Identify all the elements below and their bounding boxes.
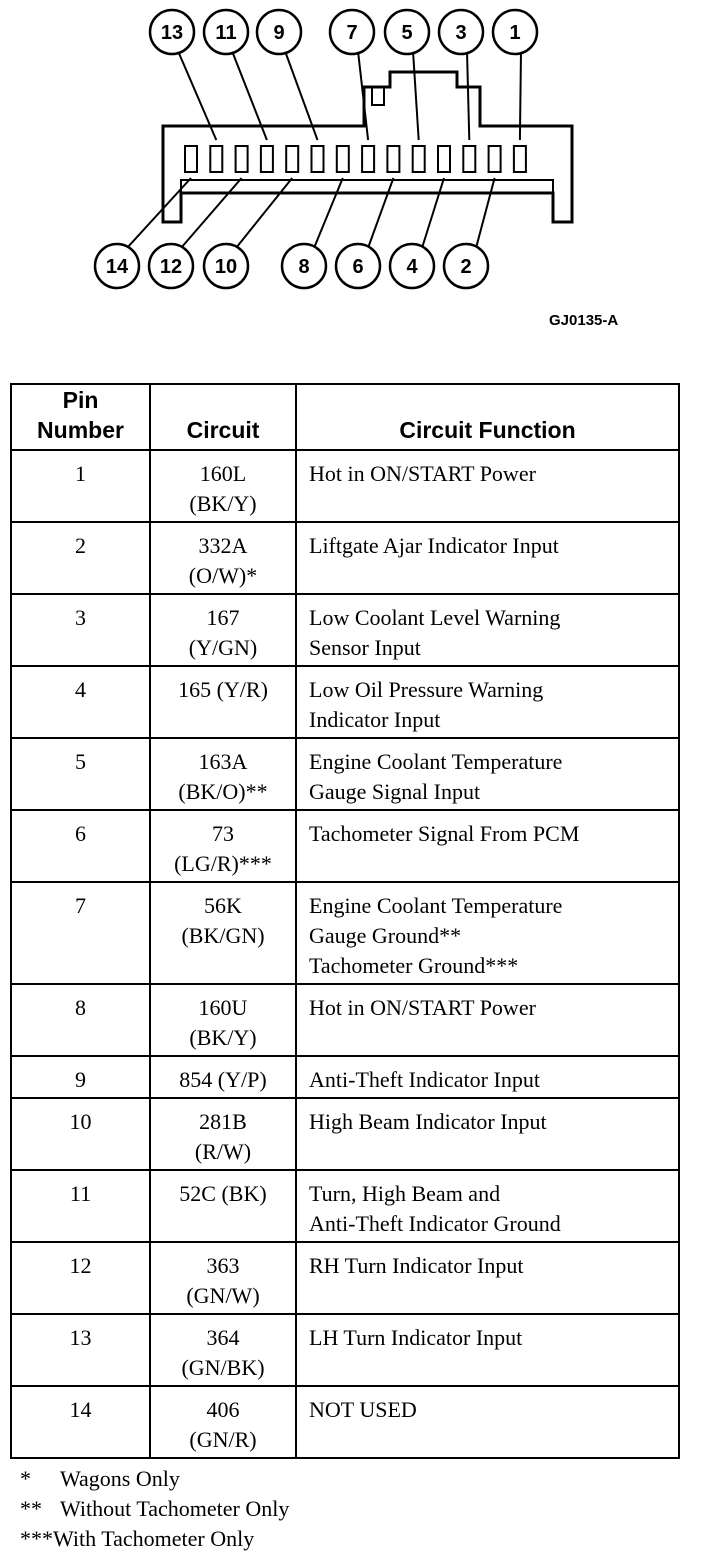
leader-line [467, 51, 469, 140]
table-row [11, 522, 679, 594]
pin-number-cell: 5 [11, 738, 150, 810]
pin-slot [387, 146, 399, 172]
pin-callout-label: 8 [298, 256, 310, 278]
footnote-text: Wagons Only [60, 1466, 180, 1491]
pin-callout-label: 14 [105, 256, 129, 278]
footnote [20, 1464, 289, 1494]
circuit-line: 332A [198, 533, 248, 558]
pin-number-cell: 9 [11, 1056, 150, 1098]
circuit-function-cell [296, 522, 679, 594]
pin-number-cell: 3 [11, 594, 150, 666]
footnote-mark: * [20, 1466, 31, 1491]
circuit-function-cell [296, 1386, 679, 1458]
pin-number-cell: 1 [11, 450, 150, 522]
pin-slot [413, 146, 425, 172]
table-row [11, 738, 679, 810]
pin-callout-label: 11 [215, 22, 237, 44]
leader-line [181, 178, 242, 248]
circuit-line: 56K [204, 893, 242, 918]
circuit-cell [150, 1386, 296, 1458]
circuit-line: (BK/Y) [189, 1025, 257, 1050]
function-line: Indicator Input [309, 707, 441, 732]
pin-number-cell: 7 [11, 882, 150, 984]
circuit-line: (R/W) [194, 1139, 252, 1164]
circuit-line: (O/W)* [188, 563, 258, 588]
header-circuit-function: Circuit Function [296, 384, 679, 450]
pin-number-cell: 4 [11, 666, 150, 738]
pin-slot [463, 146, 475, 172]
pin-callout-label: 4 [406, 256, 418, 278]
pin-number-cell: 12 [11, 1242, 150, 1314]
circuit-cell [150, 1314, 296, 1386]
footnote [20, 1524, 289, 1554]
circuit-cell [150, 1242, 296, 1314]
circuit-line: (GN/BK) [181, 1355, 265, 1380]
circuit-function-cell [296, 1170, 679, 1242]
leader-line [476, 178, 495, 248]
table-row [11, 1386, 679, 1458]
pin-callouts [95, 10, 537, 288]
leader-line [413, 51, 419, 140]
table-row [11, 1056, 679, 1098]
pin-callout-label: 7 [346, 22, 358, 44]
circuit-function-cell [296, 984, 679, 1056]
pin-number-cell: 10 [11, 1098, 150, 1170]
circuit-function-cell [296, 1314, 679, 1386]
function-line: LH Turn Indicator Input [309, 1325, 523, 1350]
function-line: NOT USED [309, 1397, 417, 1422]
pin-number-cell: 8 [11, 984, 150, 1056]
function-line: Engine Coolant Temperature [309, 749, 563, 774]
circuit-function-cell [296, 594, 679, 666]
circuit-cell [150, 984, 296, 1056]
pin-number-cell: 11 [11, 1170, 150, 1242]
circuit-line: (LG/R)*** [174, 851, 272, 876]
leader-line [520, 51, 521, 140]
pin-callout-label: 5 [401, 22, 413, 44]
circuit-function-cell [296, 882, 679, 984]
circuit-function-cell [296, 1242, 679, 1314]
function-line: Low Oil Pressure Warning [309, 677, 544, 702]
circuit-line: 854 (Y/P) [179, 1067, 267, 1092]
connector-inner-ledge [181, 180, 553, 193]
circuit-line: 167 [206, 605, 240, 630]
pin-slot [236, 146, 248, 172]
pin-number-cell: 6 [11, 810, 150, 882]
header-pin-number: Pin Number [11, 384, 150, 450]
pin-slot [286, 146, 298, 172]
pin-slot [337, 146, 349, 172]
function-line: Hot in ON/START Power [309, 995, 536, 1020]
pin-callout-label: 1 [509, 22, 521, 44]
circuit-cell [150, 1098, 296, 1170]
circuit-function-cell [296, 1056, 679, 1098]
table-row [11, 1170, 679, 1242]
pin-callout-label: 13 [160, 22, 184, 44]
circuit-line: 160L [199, 461, 247, 486]
function-line: Gauge Signal Input [309, 779, 481, 804]
function-line: Low Coolant Level Warning [309, 605, 561, 630]
circuit-line: 165 (Y/R) [178, 677, 268, 702]
circuit-line: 73 [212, 821, 234, 846]
circuit-line: (BK/Y) [189, 491, 257, 516]
circuit-line: 160U [198, 995, 248, 1020]
function-line: Turn, High Beam and [309, 1181, 501, 1206]
circuit-line: 364 [206, 1325, 240, 1350]
footnote-mark: *** [20, 1526, 53, 1551]
circuit-line: (BK/GN) [181, 923, 265, 948]
circuit-line: (BK/O)** [178, 779, 268, 804]
circuit-line: 281B [199, 1109, 247, 1134]
table-row [11, 450, 679, 522]
pin-callout-label: 6 [352, 256, 364, 278]
table-row [11, 1242, 679, 1314]
pin-slot [438, 146, 450, 172]
circuit-line: 163A [198, 749, 248, 774]
function-line: Tachometer Signal From PCM [309, 821, 580, 846]
function-line: Hot in ON/START Power [309, 461, 536, 486]
circuit-line: (GN/R) [189, 1427, 257, 1452]
leader-line [236, 178, 292, 248]
footnote [20, 1494, 289, 1524]
circuit-line: 406 [206, 1397, 240, 1422]
circuit-cell [150, 738, 296, 810]
circuit-cell [150, 594, 296, 666]
pin-slot [362, 146, 374, 172]
footnotes [20, 1464, 289, 1554]
pin-callout-label: 10 [214, 256, 238, 278]
figure-code: GJ0135-A [549, 312, 619, 329]
circuit-line: (Y/GN) [188, 635, 258, 660]
pin-slot [210, 146, 222, 172]
function-line: RH Turn Indicator Input [309, 1253, 524, 1278]
table-row [11, 882, 679, 984]
leader-line [314, 178, 343, 248]
circuit-cell [150, 1170, 296, 1242]
pin-slot [489, 146, 501, 172]
table-row [11, 666, 679, 738]
table-header-row [11, 384, 679, 450]
pin-number-cell: 13 [11, 1314, 150, 1386]
pin-callout-label: 12 [159, 256, 183, 278]
pin-callout-label: 9 [273, 22, 285, 44]
circuit-function-cell [296, 1098, 679, 1170]
pin-slot [185, 146, 197, 172]
footnote-text: With Tachometer Only [53, 1526, 255, 1551]
circuit-function-cell [296, 738, 679, 810]
circuit-function-cell [296, 666, 679, 738]
circuit-function-cell [296, 810, 679, 882]
pin-number-cell: 2 [11, 522, 150, 594]
circuit-line: (GN/W) [186, 1283, 260, 1308]
function-line: Engine Coolant Temperature [309, 893, 563, 918]
table-row [11, 1098, 679, 1170]
table-row [11, 810, 679, 882]
table-row [11, 984, 679, 1056]
circuit-cell [150, 1056, 296, 1098]
pin-slots [185, 146, 526, 172]
circuit-function-cell [296, 450, 679, 522]
circuit-cell [150, 522, 296, 594]
pin-table [10, 383, 680, 1459]
pin-callout-label: 2 [460, 256, 472, 278]
pin-slot [514, 146, 526, 172]
footnote-mark: ** [20, 1496, 42, 1521]
function-line: Sensor Input [309, 635, 421, 660]
leader-line [422, 178, 444, 248]
circuit-cell [150, 666, 296, 738]
function-line: Anti-Theft Indicator Input [309, 1067, 540, 1092]
pin-slot [312, 146, 324, 172]
function-line: Liftgate Ajar Indicator Input [309, 533, 559, 558]
table-row [11, 594, 679, 666]
footnote-text: Without Tachometer Only [60, 1496, 290, 1521]
pin-number-cell: 14 [11, 1386, 150, 1458]
function-line: High Beam Indicator Input [309, 1109, 547, 1134]
circuit-line: 52C (BK) [179, 1181, 267, 1206]
pin-callout-label: 3 [455, 22, 467, 44]
function-line: Anti-Theft Indicator Ground [309, 1211, 561, 1236]
circuit-cell [150, 450, 296, 522]
table-row [11, 1314, 679, 1386]
circuit-cell [150, 882, 296, 984]
header-circuit: Circuit [150, 384, 296, 450]
connector-latch [372, 87, 384, 105]
leader-line [368, 178, 393, 248]
function-line: Gauge Ground** [309, 923, 462, 948]
pin-slot [261, 146, 273, 172]
function-line: Tachometer Ground*** [309, 953, 519, 978]
circuit-line: 363 [206, 1253, 240, 1278]
circuit-cell [150, 810, 296, 882]
